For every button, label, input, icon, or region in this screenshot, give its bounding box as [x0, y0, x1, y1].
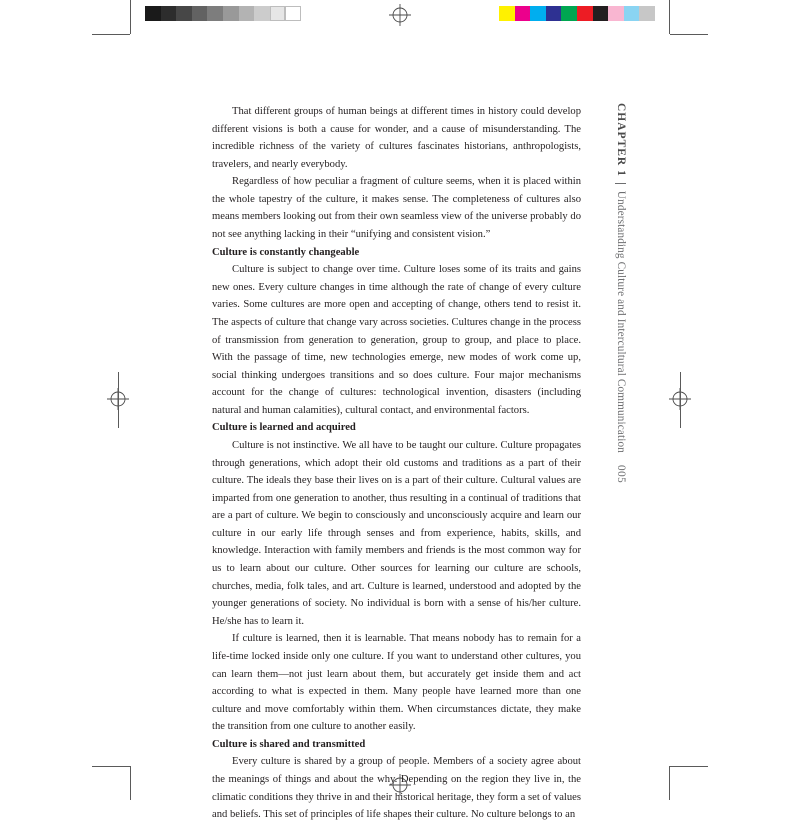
paragraph: Regardless of how peculiar a fragment of culture seems, when it is placed within the whole tapestry of the culture, it makes sense. The completeness of cultures also means members looking out from their own seamless view of the universe probably do not see anything lacking in their “unifying and consistent vision.” [212, 176, 581, 241]
crop-mark-top-right-vertical [669, 0, 670, 34]
section-heading: Culture is constantly changeable [212, 246, 360, 258]
gray-swatch [176, 6, 192, 21]
paragraph: If culture is learned, then it is learnable. That means nobody has to remain for a life-time locked inside only one culture. If you want to understand other cultures, you can learn them—not just learn about them, but accurately get inside them and act according to what is expected in them. Many people have learned more than one culture and move comfortably within them. When circumstances dictate, they make the transition from one culture to another easily. [212, 633, 581, 733]
crop-mark-bottom-right-horizontal [670, 766, 708, 767]
color-swatch [639, 6, 655, 21]
gray-swatch [254, 6, 270, 21]
color-swatch [624, 6, 640, 21]
running-head-divider [616, 183, 627, 184]
section-heading: Culture is learned and acquired [212, 422, 356, 434]
gray-swatch [239, 6, 255, 21]
color-swatch [530, 6, 546, 21]
gray-swatch [192, 6, 208, 21]
crop-mark-top-left-horizontal [92, 34, 130, 35]
registration-mark-left-axis [118, 372, 119, 428]
crop-mark-bottom-left-vertical [130, 766, 131, 800]
paragraph: Every culture is shared by a group of people. Members of a society agree about the meanings of things and about the why. Depending on the region they live in, the climatic conditions they thrive in and their historical heritage, they form a set of values and beliefs. This set of principles of life shapes their culture. No culture belongs to an [212, 756, 581, 821]
paragraph: That different groups of human beings at different times in history could develop different visions is both a cause for wonder, and a cause of misunderstanding. The incredible richness of the variety of cultures fascinates historians, anthropologists, travelers, and nearly everybody. [212, 106, 581, 170]
gray-swatch [207, 6, 223, 21]
color-swatch [499, 6, 515, 21]
crop-mark-top-left-vertical [130, 0, 131, 34]
gray-swatch [145, 6, 161, 21]
gray-swatch [285, 6, 301, 21]
section-heading: Culture is shared and transmitted [212, 738, 366, 750]
gray-scale-bar [145, 6, 301, 21]
color-swatch [577, 6, 593, 21]
color-swatch [561, 6, 577, 21]
gray-swatch [270, 6, 286, 21]
color-swatch [546, 6, 562, 21]
gray-swatch [223, 6, 239, 21]
page-body [212, 103, 581, 824]
crop-mark-top-right-horizontal [670, 34, 708, 35]
crop-mark-bottom-left-horizontal [92, 766, 130, 767]
color-swatch [593, 6, 609, 21]
chapter-label: CHAPTER 1 [615, 103, 627, 177]
color-calibration-bar [499, 6, 655, 21]
chapter-title: Understanding Culture and Intercultural Communication [615, 190, 627, 453]
registration-mark-top [389, 4, 411, 26]
color-swatch [608, 6, 624, 21]
paragraph: Culture is subject to change over time. Culture loses some of its traits and gains new ones. Every culture changes in time although the rate of change of every culture varies. Some cultures are more open and accepting of change, others tend to resist it. The aspects of culture that change vary across societies. Cultures change in the process of transmission from generation to generation, group to group, and place to place. With the passage of time, new technologies emerge, new modes of work come up, social thinking undergoes transitions and so does culture. Four major mechanisms account for the change of cultures: technological invention, disasters (including natural and human calamities), cultural contact, and environmental factors. [212, 264, 581, 416]
page-number: 005 [615, 464, 627, 484]
color-swatch [515, 6, 531, 21]
gray-swatch [161, 6, 177, 21]
crop-mark-bottom-right-vertical [669, 766, 670, 800]
paragraph: Culture is not instinctive. We all have to be taught our culture. Culture propagates through generations, which adopt their old customs and traditions as a part of their culture. The ideals they base their lives on is a part of their culture. Cultural values are imparted from one generation to another, thus resulting in a continual of traditions that are a part of culture. We begin to consciously and unconsciously acquire and learn our culture in our early life through senses and from experience, habits, skills, and knowledge. Interaction with family members and friends is the most common way for us to learn about our culture. Other sources for learning our culture are schools, churches, media, folk tales, and art. Culture is learned, understood and adopted by the younger generations of society. No individual is born with a sense of his/her culture. He/she has to learn it. [212, 439, 581, 627]
running-head [615, 103, 627, 483]
registration-mark-right-axis [680, 372, 681, 428]
